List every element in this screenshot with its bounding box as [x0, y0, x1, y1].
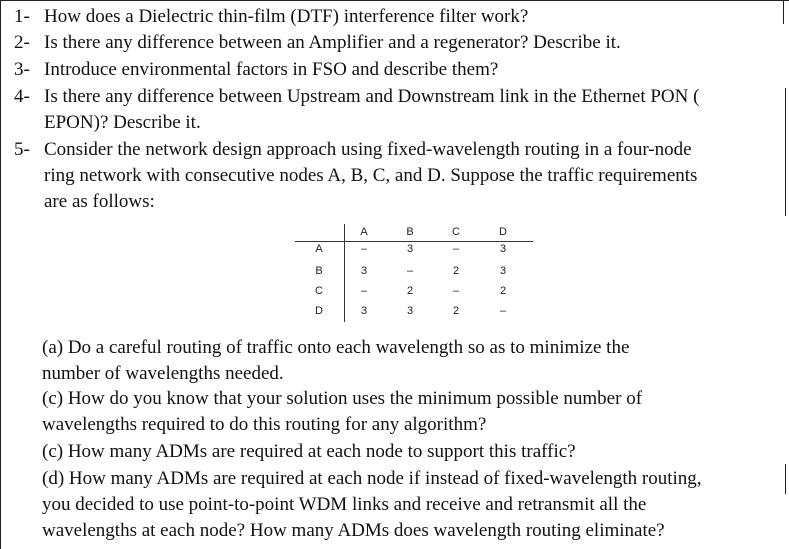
question-text: ring network with consecutive nodes A, B, C, and D. Suppose the traffic requirements	[44, 165, 698, 186]
subquestion-line: (c) How many ADMs are required at each node to support this traffic?	[42, 441, 576, 462]
question-text: EPON)? Describe it.	[44, 112, 201, 133]
subquestion-line: number of wavelengths needed.	[42, 363, 284, 384]
table-cell: –	[406, 265, 414, 277]
subquestion-line: wavelengths at each node? How many ADMs does wavelength routing eliminate?	[42, 520, 665, 541]
question-text: Is there any difference between Upstream and Downstream link in the Ethernet PON (	[44, 86, 700, 107]
table-cell: 3	[360, 265, 368, 277]
subquestion-line: wavelengths required to do this routing for any algorithm?	[42, 414, 487, 435]
table-cell: 3	[360, 305, 368, 317]
table-divider	[295, 241, 533, 242]
table-cell: 3	[499, 265, 507, 277]
table-cell: 3	[406, 305, 414, 317]
border-right	[785, 88, 786, 216]
row-header: A	[315, 243, 323, 255]
column-header: B	[406, 226, 414, 238]
table-cell: 2	[499, 285, 507, 297]
row-header: B	[315, 265, 323, 277]
subquestion-line: (c) How do you know that your solution uses the minimum possible number of	[42, 388, 643, 409]
border-top	[0, 0, 789, 1]
table-cell: –	[452, 285, 460, 297]
question-number: 1-	[14, 6, 30, 27]
question-number: 4-	[14, 86, 30, 107]
column-header: A	[360, 226, 368, 238]
question-text: Introduce environmental factors in FSO and describe them?	[44, 59, 499, 80]
question-number: 3-	[14, 59, 30, 80]
subquestion-line: you decided to use point-to-point WDM links and receive and retransmit all the	[42, 494, 647, 515]
column-header: D	[499, 226, 507, 238]
table-cell: –	[360, 285, 368, 297]
table-cell: –	[499, 305, 507, 317]
traffic-table	[293, 224, 533, 324]
table-cell: 3	[499, 243, 507, 255]
question-text: How does a Dielectric thin-film (DTF) interference filter work?	[44, 6, 529, 27]
question-text: Is there any difference between an Amplifier and a regenerator? Describe it.	[44, 32, 621, 53]
table-cell: 3	[406, 243, 414, 255]
border-right	[783, 0, 784, 24]
question-text: Consider the network design approach using fixed-wavelength routing in a four-node	[44, 139, 692, 160]
row-header: C	[315, 285, 323, 297]
question-number: 2-	[14, 32, 30, 53]
question-text: are as follows:	[44, 191, 155, 212]
table-cell: –	[452, 243, 460, 255]
table-divider	[344, 224, 345, 322]
row-header: D	[315, 305, 323, 317]
table-cell: –	[360, 243, 368, 255]
subquestion-line: (a) Do a careful routing of traffic onto each wavelength so as to minimize the	[42, 337, 630, 358]
border-left	[0, 0, 1, 549]
border-right	[785, 464, 786, 494]
table-cell: 2	[406, 285, 414, 297]
table-cell: 2	[452, 265, 460, 277]
question-number: 5-	[14, 139, 30, 160]
column-header: C	[452, 226, 460, 238]
table-cell: 2	[452, 305, 460, 317]
subquestion-line: (d) How many ADMs are required at each node if instead of fixed-wavelength routing,	[42, 468, 702, 489]
